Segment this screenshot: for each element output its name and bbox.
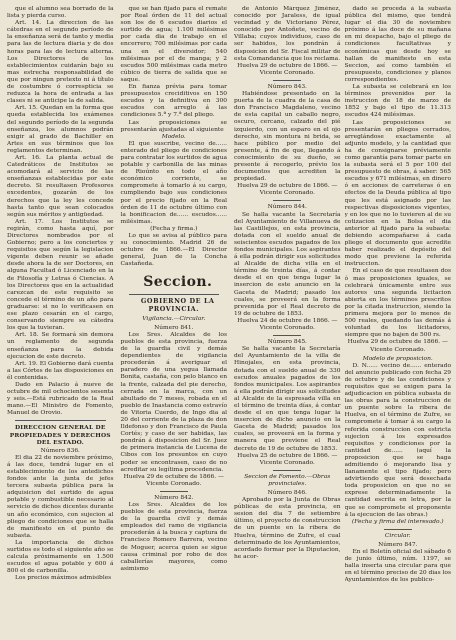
paragraph: Art. 17. Los Institutos se regirán, como hasta aquí, por Directores nombrados por el Gobierno; pero a los conciertos y requisitos que según la legislacion vigente deben reunir se añade desde ahora la de ser Doctores, en alguna Facultad ó Licenciado en la de Filosofía y Letras ó Ciencias. A los Directores que en la actualidad carezcan de este requisito se concede el término de un año para graduarse: si no lo verificasen en ese plazo cesarán en el cargo, conservando siempre su cátedra los que la tuvieran. [7,218,114,332]
signature-line: Huelva 24 de octubre de 1866. —Vicente Coronado. [237,317,338,332]
paragraph: El que suscribe, vecino de...... enterado del pliego de condiciones para contratar los surtidos de agua potable y carbonilla de las minas de Rioúnto en todo el año económico corriente, se compromete á tomarlo á su cargo, cumpliendo bajo sus condiciones por el precio fijado en la Real órden de 11 de octubre último con la bonificacion de...... escudos...... milésimas. [120,140,227,225]
centered-caption: Circular. [384,532,411,539]
section-divider [15,420,106,421]
signature-line: Huelva 29 de octubre de 1866. —Vicente Coronado. [347,339,448,353]
centered-caption: Seccion de Fomento.—Obras provinciales. [244,473,331,487]
paragraph: Los precios máximos admisibles [15,575,112,582]
column-4 [345,6,452,640]
paragraph: Dado en Palacio á nueve de octubre de mil ochocientos sesenta y seis.—Está rubricado de la Real mano.—El Ministro de Fomento, Manuel de Orovio. [7,381,114,417]
paragraph: Se halla vacante la Secretaría del Ayuntamiento de la villa de Hinojales, en esta provincia, dotada con el sueldo anual de 330 escudos anuales pagados de los fondos municipales. Los aspirantes á ella podrán dirigir sus solicitudes al Alcalde de la espresada villa en el término de treinta días, á contar desde el en que tenga lugar la insercion de dicho anuncio en la Gaceta de Madrid; pasados los cuales, se proveerá en la forma y manera que previene el Real decreto de 19 de octubre de 1853. [234,346,341,452]
notice-number: Número 847. [378,541,418,548]
signature-line: Huelva 29 de octubre de 1866. —Vicente Coronado. [237,62,338,76]
section-divider [160,491,188,492]
centered-caption: Modelo de proposicion. [362,355,433,362]
paragraph: Art. 15. Quedan en la forma que queda establecida los exámenes del segundo período de la segunda enseñanza, los alumnos podrán exigir al grado de Bachiller en Artes en sus términos que los reglamentos determinan. [7,105,114,154]
paragraph: En el Boletín oficial del sábado 6 de junio último, núm. 1197, se halla inserta una circular para que en el término preciso de 20 dias los Ayuntamientos de los publico- [344,549,451,584]
paragraph: D. N...... vecino de...... enterado del anuncio publicado con fecha 29 de octubre y de las condiciones y requisitos que se exigen para la adjudicacion en pública subasta de las obras para la construccion de un puente sobre la ribera de Huelva, en el término de Zufre, se compromete á tomar á su cargo la referida construccion con estricta sujecion á los expresados requisitos y condiciones por la cantidad de...... (aquí la proposicion que se haga admitiendo ó mejorando lisa y llanamente el tipo fijado; pero advirtiendo que será desechada toda proposicion en que no se exprese determinadamente la cantidad escrita en letra, por la que se compromete el proponente á la ejecucion de las obras.) [344,362,451,518]
notice-number: Número 843. [267,83,307,90]
signature-line: Huelva 29 de octubre de 1866. —Vicente Coronado. [123,473,224,487]
section-divider [273,335,301,336]
centered-caption: Vigilancia.—Circular. [142,315,206,322]
section-divider [129,294,220,295]
notice-number: Número 841. [154,324,194,331]
paragraph: En fianza prévia para tomar presupuestos creciditivos en 150 escudos y la definitiva en 300 escudos con arreglo á las condiciones 5.ª y 7.ª del pliego. [120,84,227,119]
section-heading: DIRECCION GENERAL DE PROPIEDADES Y DERECHOS DEL ESTADO. [9,424,111,446]
paragraph: En el caso de que resultasen dos ó mas proposiciones iguales, se celebrará únicamente entre sus autores una segunda licitacion abierta en los términos prescritos por la citada instruccion, siendo la primera mejora por lo menos de 500 reales, quedando las demás á voluntad de los licitadores, siempre que no bajen de 500 rs. [344,268,451,339]
paragraph: Las proposiciones se presentarán en pliegos cerrados, arreglándose exactamente al adjunto modelo, y la cantidad que ha de consignarse préviamente como garantía para tomar parte en la subasta será el 5 por 100 del presupuesto de obras, á saber: 565 escudos y 671 milésimas, en dinero ó en acciones de carreteras ó en efectos de la Deuda pública al tipo que les está asignado por las respectivas disposiciones vigentes, y en los que no lo tuvieren al de su cotizacion en la Bolsa el dia anterior al fijado para la subasta: debiendo acompañarse á cada pliego el documento que acredite haber realizado el depósito del modo que previene la referida instruccion. [344,119,451,268]
paragraph: La subasta se celebrará en los términos prevenidos por la instruccion de 18 de marzo de 1852 y bajo el tipo de 11.313 escudos 424 milésimas. [344,84,451,119]
column-1 [7,6,114,640]
section-heading: GOBIERNO DE LA PROVINCIA. [140,297,215,313]
section-divider [273,80,301,81]
paragraph: Art. 18. Se formará sin demora un reglamento de segunda enseñanza para la debida ejecucion de este decreto. [7,332,114,360]
section-divider [273,200,301,201]
paragraph: Art. 14. La direccion de las cátedras en el segundo período de la enseñanza será de tanto y media para las de lectura diaria y de dos horas para las de lectura alterna. Los Directores de los establecimientos cuidarán bajo su mas estrecha responsabilidad de que por ningun pretexto ni á título de costumbre ó correspticia se reduzca la hora de entrada a las clases ni se anticipe la de salida. [7,20,114,105]
paragraph: Los Sres. Alcaldes de los pueblos de esta provincia, fuerza de la guardia civil y demás empleados del ramo de vigilancia procederán á la busca y captura de Francisco Romero Barrera, vecino de Moguer, acerca quien se sigue causa criminal por robo de dos caballerías mayores, como asimismo [120,502,227,572]
section-divider [273,470,301,471]
notice-number: Número 846. [267,490,307,496]
section-divider [384,529,412,530]
notice-number: Número 836. [40,447,80,454]
paragraph: Art. 19. El Gobierno dará cuenta a las Córtes de las disposiciones en él contenidas. [7,360,114,381]
paragraph: Aprobado por la Junta de Obras públicas de esta provincia, en sesion del dia 7 de setiembre último, el proyecto de construccion de un puente en la ribera de Huelva, término de Zufre, el cual determinado de los Ayuntamientos, acordado formar por la Diputacion, he acor- [234,497,341,560]
paragraph: El dia 22 de noviembre próximo, á las doce, tendrá lugar en el establecimiento de los antedichos fondos ante la junta de jefes tercera subasta pública para la adquisicion del surtido de agua potable y combustible necesario al servicio de dichos dicentes durante un año económico, con sujecion al pliego de condiciones que se halla de manifiesto en el punto de subasta. [7,454,114,539]
paragraph: dado se proceda á la subasta pública del mismo, que tendrá lugar el dia 30 de noviembre próximo á las doce de su mañana en mi despacho, bajo el pliego de condiciones facultativas y económicas que desde hoy se hallan de manifiesto en esta Seccion, así como también el presupuesto, condiciones y planos correspondientes. [344,6,451,83]
centered-caption: (Fecha y firma del interesado.) [351,518,444,525]
notice-number: Número 842. [154,494,194,501]
paragraph: Lo que se avisa al público para su conocimiento. Madrid 26 de octubre de 1866.—El Director general, Juan de la Concha Castañeda. [120,233,227,268]
paragraph: Art. 16. La planta actual de Catedráticos de Institutos se acomodará al servicio de las enseñanzas establecidas por este decreto. Si resultasen Profesores excedentes, gozarán de los derechos que la ley les concede hasta tanto que sean colocados según sus méritos y antigüedad. [7,154,114,218]
section-banner-title: Seccion. [143,274,213,291]
paragraph: Se halla vacante la Secretaría del Ayuntamiento de Villanueva de las Castillejos, en esta provincia, dotada con el sueldo anual de seiscientos escudos pagados de los fondos municipales. Los aspirantes á ella podrán dirigir sus solicitudes al Alcalde de dicha villa en el término de treinta días, á contar desde el en que tenga lugar la insercion de este anuncio en la Gaceta de Madrid; pasado los cuales, se proveerá en la forma prevenida por el Real decreto de 19 de octubre de 1853. [234,211,341,317]
paragraph: que el alumno sea borrado de la lista y pierda curso. [7,6,114,20]
paragraph: Los Sres. Alcaldes de los pueblos de esta provincia, fuerza de la guardia civil y demás dependientes de vigilancia procederán á averiguar el paradero de una yegua llamada Bonita, castaña, con pelo blanco en la frente, calzada del pie derecho, cerrada en la marca, con un abultado de 7 meses, robada en el pueblo de Inastancia como estravío de Vitoria Cuerdo, de Ingo dia al 20 del corriente de la plaza de don Ildefonso y don Francisco de Paula Cortés; y caso de ser habidas, las pondrán á disposicion del Sr. Juez de primera instancia de Lucena de Cibos con los presuntos en cuyo poder se encontrasen, caso de no acreditar su legítima procedencia. [120,331,227,473]
column-2 [118,6,228,640]
centered-caption: (Fecha y firma.) [150,225,198,232]
notice-number: Número 845. [267,339,307,346]
paragraph: de Antonio Márquez Jiménez, conocido por Jaraless, de igual vecindad y de Victoriano Pérez, conocido por Antoñete, vecino de Villaba; cuyos individuos, caso de ser habidos, los pondrán á disposicion del Sr. Fiscal militar de esta Comandancia que los reclama. [234,6,341,62]
notice-number: Número 844. [267,204,307,211]
centered-caption: Modelo. [161,133,186,140]
signature-line: Huelva 25 de octubre de 1866. —Vicente Coronado. [237,452,338,466]
paragraph: Habiéndose presentado en la puerta de la cuadra de la casa de don Francisco Magdaleno, vecino de esta capital un caballo negro, oscuro, cercano, calzado del pié izquierdo, con un esparo en el ojo derecho, sin montura ni brida, se hace público por medio del presente, á fin de que, llegando á conocimiento de su dueño, se presente á recogerlo, prévio los documentos que acrediten la propiedad. [234,91,341,183]
signature-line: Huelva 29 de octubre de 1866. —Vicente Coronado. [237,183,338,197]
paragraph: Las proposiciones se presentarán ajustadas al siguiente [120,119,227,133]
paragraph: que se han fijado para el remate por Real órden de 11 del actual son los de 6 escudos diarios el surtido de agua; 1.100 milésimas por cada dia de trabajo en el encerrero; 700 milésimas por cada una en el diversidor; 540 milésimas por el de manga; y 2 escudos 500 milésimas cada metro cúbico de tierra de salida que se saque. [120,6,227,83]
paragraph: La importancia de dichos surtidos es todo el siguiente año se calcula próximamente en 1.500 escudos el agua potable y 600 á 800 el de carbonilla. [7,539,114,575]
column-3 [231,6,341,640]
